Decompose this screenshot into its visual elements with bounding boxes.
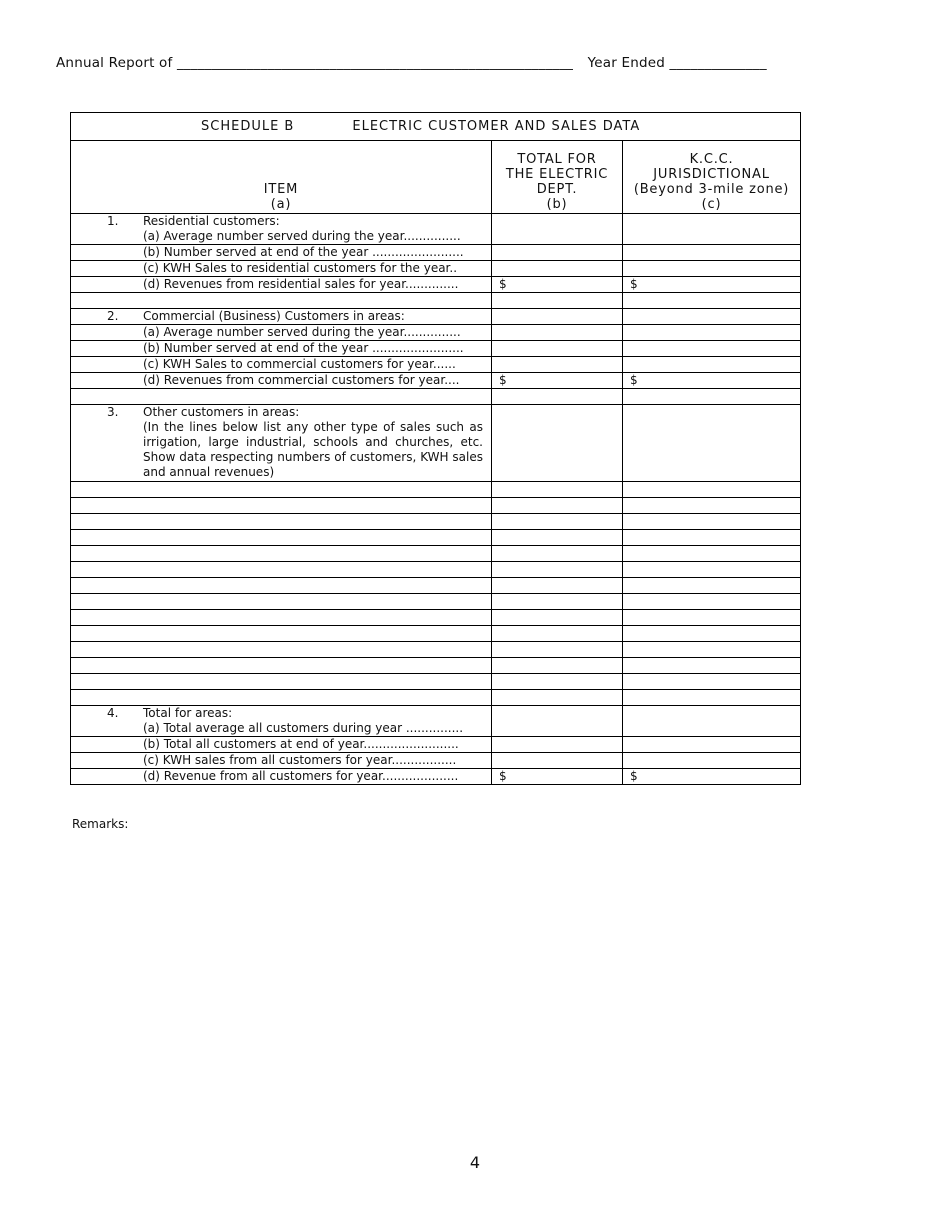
dollar-sign: $ bbox=[499, 373, 507, 387]
table-row bbox=[71, 245, 801, 261]
entry-cell[interactable] bbox=[492, 737, 623, 753]
remarks-label: Remarks: bbox=[72, 817, 129, 831]
blank-entry-row bbox=[71, 642, 801, 658]
entry-cell[interactable] bbox=[623, 658, 801, 674]
entry-cell[interactable] bbox=[623, 769, 801, 785]
entry-cell[interactable] bbox=[492, 546, 623, 562]
line-label: (a) Average number served during the year............... bbox=[143, 229, 461, 243]
entry-cell[interactable] bbox=[492, 658, 623, 674]
entry-cell[interactable] bbox=[623, 594, 801, 610]
table-row bbox=[71, 357, 801, 373]
section-title: Other customers in areas: bbox=[143, 405, 300, 419]
entry-cell[interactable] bbox=[623, 245, 801, 261]
line-label: (d) Revenues from residential sales for year.............. bbox=[143, 277, 459, 291]
entry-cell[interactable] bbox=[71, 610, 492, 626]
blank-entry-row bbox=[71, 530, 801, 546]
dollar-sign: $ bbox=[630, 277, 638, 291]
table-row bbox=[71, 706, 801, 737]
column-header-total bbox=[492, 141, 623, 214]
table-row bbox=[71, 277, 801, 293]
page-number: 4 bbox=[469, 1153, 481, 1172]
spacer-row bbox=[71, 293, 801, 309]
entry-cell[interactable] bbox=[492, 706, 623, 737]
blank-entry-row bbox=[71, 626, 801, 642]
entry-cell[interactable] bbox=[623, 261, 801, 277]
kcc-header-line3: (Beyond 3-mile zone) bbox=[633, 182, 790, 197]
entry-cell[interactable] bbox=[623, 562, 801, 578]
blank-entry-row bbox=[71, 546, 801, 562]
entry-cell[interactable] bbox=[623, 357, 801, 373]
entry-cell[interactable] bbox=[623, 277, 801, 293]
entry-cell[interactable] bbox=[623, 373, 801, 389]
entry-cell[interactable] bbox=[623, 610, 801, 626]
line-label: (b) Number served at end of the year ........................ bbox=[143, 245, 464, 259]
entry-cell[interactable] bbox=[71, 562, 492, 578]
column-header-kcc bbox=[623, 141, 801, 214]
entry-cell[interactable] bbox=[623, 690, 801, 706]
entry-cell[interactable] bbox=[71, 514, 492, 530]
entry-cell[interactable] bbox=[623, 325, 801, 341]
line-label: (b) Number served at end of the year ........................ bbox=[143, 341, 464, 355]
entry-cell[interactable] bbox=[623, 514, 801, 530]
section-number: 4. bbox=[107, 706, 119, 720]
section-number: 1. bbox=[107, 214, 119, 228]
blank-entry-row bbox=[71, 594, 801, 610]
total-header-line3: DEPT. bbox=[536, 182, 578, 197]
item-header-label: ITEM bbox=[263, 182, 299, 197]
year-ended-label: Year Ended bbox=[587, 55, 670, 71]
total-header-letter: (b) bbox=[546, 197, 568, 212]
schedule-name: ELECTRIC CUSTOMER AND SALES DATA bbox=[352, 119, 641, 134]
line-label: (d) Revenue from all customers for year.................... bbox=[143, 769, 459, 783]
entry-cell[interactable] bbox=[492, 514, 623, 530]
kcc-header-line2: JURISDICTIONAL bbox=[653, 167, 770, 182]
entry-cell[interactable] bbox=[492, 530, 623, 546]
entry-cell[interactable] bbox=[492, 405, 623, 482]
kcc-header-letter: (c) bbox=[701, 197, 722, 212]
blank-entry-row bbox=[71, 658, 801, 674]
entry-cell[interactable] bbox=[623, 674, 801, 690]
entry-cell[interactable] bbox=[71, 498, 492, 514]
line-label: (c) KWH Sales to residential customers for the year.. bbox=[143, 261, 458, 275]
entry-cell[interactable] bbox=[492, 325, 623, 341]
table-row bbox=[71, 261, 801, 277]
entry-cell[interactable] bbox=[623, 530, 801, 546]
entry-cell[interactable] bbox=[492, 498, 623, 514]
entry-cell[interactable] bbox=[492, 245, 623, 261]
dollar-sign: $ bbox=[630, 769, 638, 783]
entry-cell[interactable] bbox=[492, 610, 623, 626]
entry-cell[interactable] bbox=[623, 578, 801, 594]
entry-cell[interactable] bbox=[492, 309, 623, 325]
blank-entry-row bbox=[71, 690, 801, 706]
table-row bbox=[71, 769, 801, 785]
entry-cell[interactable] bbox=[492, 214, 623, 245]
entry-cell[interactable] bbox=[492, 594, 623, 610]
entry-cell[interactable] bbox=[71, 658, 492, 674]
kcc-header-line1: K.C.C. bbox=[689, 152, 734, 167]
blank-entry-row bbox=[71, 514, 801, 530]
blank-entry-row bbox=[71, 482, 801, 498]
entry-cell[interactable] bbox=[492, 642, 623, 658]
entry-cell[interactable] bbox=[492, 341, 623, 357]
dollar-sign: $ bbox=[499, 769, 507, 783]
entry-cell[interactable] bbox=[623, 309, 801, 325]
line-label: (a) Total average all customers during year ............... bbox=[143, 721, 464, 735]
entry-cell[interactable] bbox=[492, 357, 623, 373]
entry-cell[interactable] bbox=[623, 498, 801, 514]
entry-cell[interactable] bbox=[623, 546, 801, 562]
entry-cell[interactable] bbox=[492, 482, 623, 498]
residential-heading-cell bbox=[71, 214, 492, 245]
entry-cell[interactable] bbox=[623, 642, 801, 658]
line-label: (c) KWH sales from all customers for year................. bbox=[143, 753, 457, 767]
entry-cell[interactable] bbox=[623, 626, 801, 642]
entry-cell[interactable] bbox=[623, 214, 801, 245]
entry-cell[interactable] bbox=[71, 690, 492, 706]
table-row bbox=[71, 405, 801, 482]
dollar-sign: $ bbox=[499, 277, 507, 291]
entry-cell[interactable] bbox=[623, 737, 801, 753]
total-header-line2: THE ELECTRIC bbox=[505, 167, 609, 182]
table-row bbox=[71, 309, 801, 325]
line-label: (d) Revenues from commercial customers for year.... bbox=[143, 373, 460, 387]
blank-entry-row bbox=[71, 610, 801, 626]
table-row bbox=[71, 341, 801, 357]
column-header-item bbox=[71, 141, 492, 214]
section-number: 3. bbox=[107, 405, 119, 419]
blank-entry-row bbox=[71, 498, 801, 514]
table-row bbox=[71, 214, 801, 245]
entry-cell[interactable] bbox=[492, 753, 623, 769]
entry-cell[interactable] bbox=[623, 405, 801, 482]
entry-cell[interactable] bbox=[492, 277, 623, 293]
entry-cell[interactable] bbox=[492, 562, 623, 578]
table-row bbox=[71, 753, 801, 769]
schedule-code: SCHEDULE B bbox=[201, 119, 295, 134]
entry-cell[interactable] bbox=[623, 341, 801, 357]
line-label: (b) Total all customers at end of year......................... bbox=[143, 737, 459, 751]
blank-entry-row bbox=[71, 578, 801, 594]
entry-cell[interactable] bbox=[623, 482, 801, 498]
blank-entry-row bbox=[71, 674, 801, 690]
entry-cell[interactable] bbox=[71, 482, 492, 498]
table-row bbox=[71, 373, 801, 389]
entry-cell[interactable] bbox=[71, 578, 492, 594]
annual-report-label: Annual Report of bbox=[56, 55, 177, 71]
line-label: (c) KWH Sales to commercial customers for year...... bbox=[143, 357, 456, 371]
section-title: Total for areas: bbox=[143, 706, 233, 720]
entry-cell[interactable] bbox=[623, 753, 801, 769]
entry-cell[interactable] bbox=[492, 674, 623, 690]
total-header-line1: TOTAL FOR bbox=[517, 152, 597, 167]
section-number: 2. bbox=[107, 309, 119, 323]
schedule-b-table bbox=[70, 112, 801, 785]
line-label: (a) Average number served during the year............... bbox=[143, 325, 461, 339]
entry-cell[interactable] bbox=[492, 261, 623, 277]
section-title: Commercial (Business) Customers in areas: bbox=[143, 309, 405, 323]
entry-cell[interactable] bbox=[623, 706, 801, 737]
section-title: Residential customers: bbox=[143, 214, 280, 228]
blank-entry-row bbox=[71, 562, 801, 578]
year-ended-blank[interactable]: ______________ bbox=[669, 55, 767, 71]
annual-report-blank[interactable]: _________________________________________________________ bbox=[176, 55, 574, 71]
entry-cell[interactable] bbox=[71, 674, 492, 690]
entry-cell[interactable] bbox=[492, 769, 623, 785]
entry-cell[interactable] bbox=[71, 626, 492, 642]
schedule-title bbox=[71, 113, 801, 141]
entry-cell[interactable] bbox=[492, 690, 623, 706]
table-row bbox=[71, 737, 801, 753]
table-row bbox=[71, 325, 801, 341]
other-customers-note: (In the lines below list any other type of sales such as irrigation, large industrial, schools and churches, etc. Show data respecting numbers of customers, KWH sales and annual revenues) bbox=[143, 420, 483, 479]
entry-cell[interactable] bbox=[71, 642, 492, 658]
entry-cell[interactable] bbox=[492, 626, 623, 642]
spacer-row bbox=[71, 389, 801, 405]
item-header-letter: (a) bbox=[270, 197, 292, 212]
report-header bbox=[56, 55, 886, 71]
entry-cell[interactable] bbox=[71, 594, 492, 610]
dollar-sign: $ bbox=[630, 373, 638, 387]
entry-cell[interactable] bbox=[71, 530, 492, 546]
entry-cell[interactable] bbox=[492, 578, 623, 594]
entry-cell[interactable] bbox=[492, 373, 623, 389]
entry-cell[interactable] bbox=[71, 546, 492, 562]
